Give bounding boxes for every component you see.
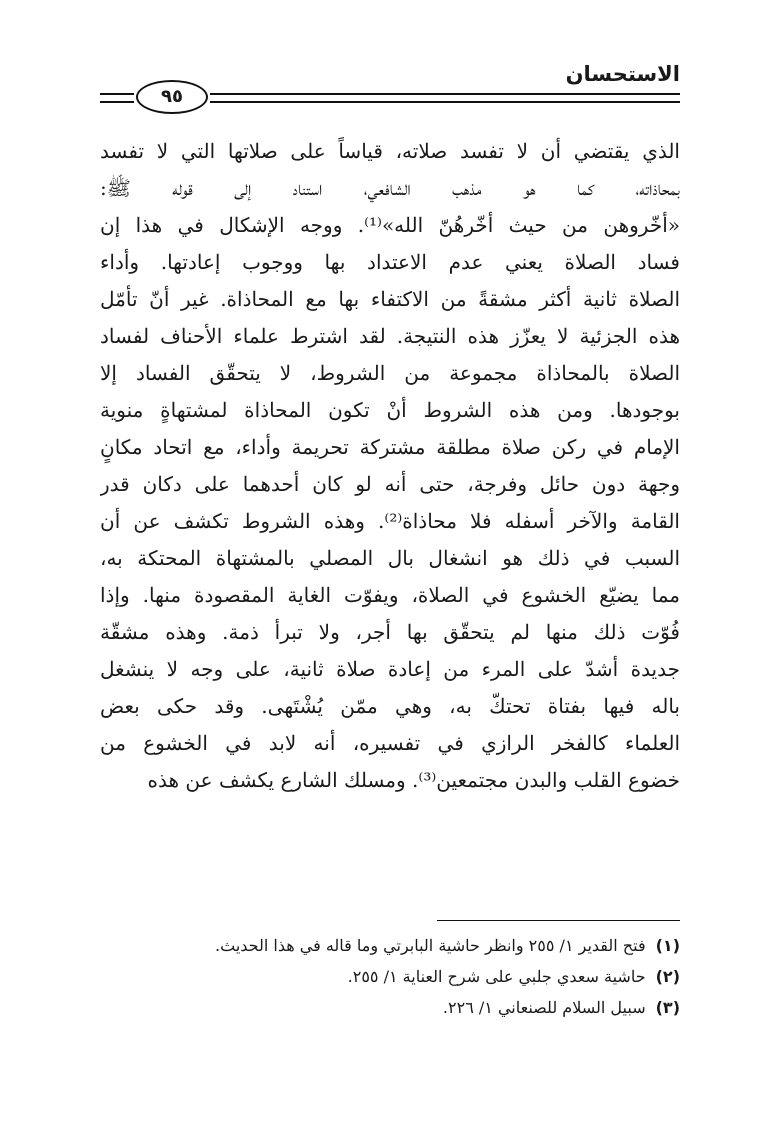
text-line: هذه الجزئية لا يعزّز هذه النتيجة. لقد اشترط علماء الأحناف لفساد [100,324,680,348]
text-line: باله فيها بفتاة تحتكّ به، وهي ممّن يُشْتَهى. وقد حكى بعض [100,694,680,718]
footnote-text: فتح القدير ١/ ٢٥٥ وانظر حاشية البابرتي وما قاله في هذا الحديث. [215,936,646,955]
footnote-mark: (٣) [655,998,680,1017]
footnote-separator [437,920,680,921]
header-rule-short [100,93,134,103]
footnote-mark: (٢) [655,967,680,986]
text-line: بمحاذاته، كما هو مذهب الشافعي، استناد إلى قوله ﷺ: [100,176,680,200]
footnote [100,992,680,1023]
footnotes [100,930,680,1023]
text-line: الصلاة بالمحاذاة مجموعة من الشروط، لا يتحقّق الفساد إلا [100,361,680,385]
text-line: خضوع القلب والبدن مجتمعين⁽³⁾. ومسلك الشارع يكشف عن هذه [147,768,680,792]
text-line: جديدة أشدّ على المرء من إعادة صلاة ثانية، على وجه لا ينشغل [100,657,680,681]
footnote [100,930,680,961]
text-line: السبب في ذلك هو انشغال بال المصلي بالمشتهاة المحتكة به، [100,546,680,570]
running-title: الاستحسان [565,62,680,86]
text-line: الصلاة ثانية أكثر مشقةً من الاكتفاء بها مع المحاذاة. غير أنّ تأمّل [100,287,680,311]
footnote-text: سبيل السلام للصنعاني ١/ ٢٢٦. [442,998,646,1017]
footnote-text: حاشية سعدي جلبي على شرح العناية ١/ ٢٥٥. [347,967,646,986]
main-text [100,133,680,799]
footnote-mark: (١) [655,936,680,955]
header-rule-long [210,93,680,103]
text-line: وجهة دون حائل وفرجة، حتى أنه لو كان أحدهما على دكان قدر [100,472,680,496]
text-line: بوجودها. ومن هذه الشروط أنْ تكون المحاذاة لمشتهاةٍ منوية [100,398,680,422]
text-line: فساد الصلاة يعني عدم الاعتداد بها ووجوب إعادتها. وأداء [100,250,680,274]
text-line: مما يضيّع الخشوع في الصلاة، ويفوّت الغاية المقصودة منها. وإذا [100,583,680,607]
text-line: فُوّت ذلك منها لم يتحقّق بها أجر، ولا تبرأ ذمة. وهذه مشقّة [100,620,680,644]
text-line: القامة والآخر أسفله فلا محاذاة⁽²⁾. وهذه الشروط تكشف عن أن [100,509,680,533]
footnote [100,961,680,992]
page-number: ٩٥ [136,80,208,114]
text-line: الذي يقتضي أن لا تفسد صلاته، قياساً على صلاتها التي لا تفسد [100,139,680,163]
text-line: العلماء كالفخر الرازي في تفسيره، أنه لابد في الخشوع من [100,731,680,755]
page-header [100,60,680,110]
text-line: الإمام في ركن صلاة مطلقة مشتركة تحريمة وأداء، مع اتحاد مكانٍ [100,435,680,459]
text-line: «أخّروهن من حيث أخّرهُنّ الله»⁽¹⁾. ووجه الإشكال في هذا إن [100,213,680,237]
